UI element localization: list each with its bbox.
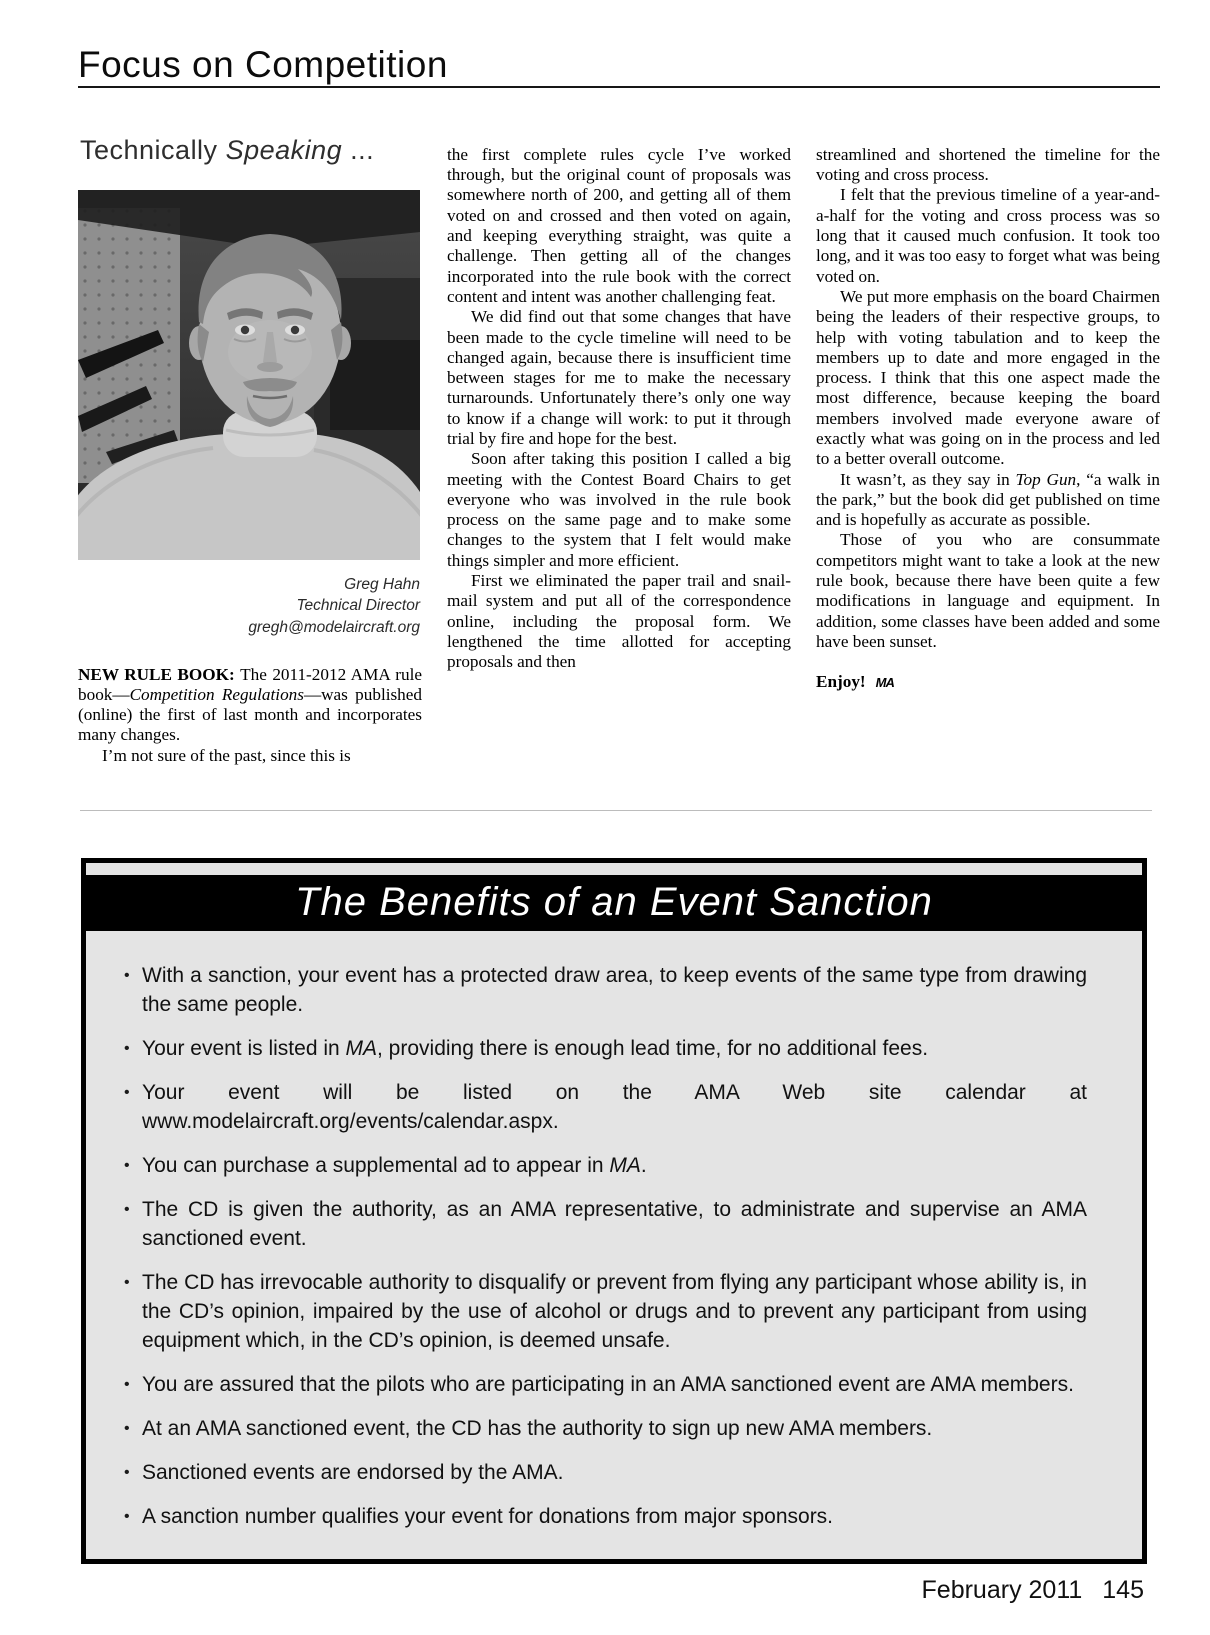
credit-name: Greg Hahn [344,575,420,593]
bullet-text: You are assured that the pilots who are participating in an AMA sanctioned event are AMA members. [142,1373,1074,1397]
bullet-italic: MA [609,1154,641,1178]
credit-email: gregh@modelaircraft.org [248,618,420,636]
paragraph: the first complete rules cycle I’ve worked through, but the original count of proposals was somewhere north of 200, and getting all of them voted on and crossed and then voted on again, and keeping everything straight, was quite a challenge. Then getting all of the changes incorporated into the rule book with the correct content and intent was another challenging feat. [447,144,791,306]
paragraph: I felt that the previous timeline of a year-and-a-half for the voting and cross process was so long that it caused much confusion. It took too long, and it was too easy to forget what was being voted on. [816,185,1160,286]
bullet-icon: • [124,1157,130,1175]
bullet-text: Your event is listed in [142,1037,346,1061]
list-item [124,1151,1087,1180]
list-item [124,1195,1087,1253]
bullet-text: With a sanction, your event has a protected draw area, to keep events of the same type from drawing the same people. [142,964,1087,1017]
bullet-icon: • [124,1084,130,1102]
page-footer [78,1576,1160,1605]
article [78,136,1160,766]
list-item [124,1370,1087,1399]
bullet-text: Sanctioned events are endorsed by the AMA. [142,1461,564,1485]
footer-issue-date: February 2011 [921,1576,1083,1605]
article-column-right [816,136,1160,766]
credit-role: Technical Director [296,597,420,615]
list-item [124,1078,1087,1136]
paragraph: We did find out that some changes that have been made to the cycle timeline will need to be changed again, because there is insufficient time between stages for me to make the necessary turnarounds. Unfortunately there’s only one way to know if a change will work: to put it through trial by fire and hope for the best. [447,307,791,448]
portrait-photo [78,190,420,560]
list-item [124,1502,1087,1531]
section-divider [80,810,1152,811]
bullet-icon: • [124,1508,130,1526]
paragraph: Soon after taking this position I called a big meeting with the Contest Board Chairs to get everyone who was involved in the rule book process on the same page and to make some changes to the system that I felt would make things simpler and more efficient. [447,449,791,570]
paragraph-run: , “a walk in the park,” but the book did get published on time and is hopefully as accurate as possible. [816,469,1160,530]
bullet-icon: • [124,1420,130,1438]
bullet-icon: • [124,967,130,985]
benefits-box [81,858,1147,1564]
paragraph-run: It wasn’t, as they say in [840,469,1016,489]
bullet-icon: • [124,1201,130,1219]
bullet-icon: • [124,1376,130,1394]
page-title: Focus on Competition [78,44,448,85]
bullet-icon: • [124,1464,130,1482]
paragraph: Those of you who are consummate competitors might want to take a look at the new rule book, because there have been quite a few modifications in language and equipment. In addition, some classes have been added and some have been sunset. [816,530,1160,651]
article-column-middle [447,136,791,766]
paragraph-run: —was published (online) the first of last month and incorporates many changes. [78,684,422,745]
section-header [78,46,1160,88]
paragraph: First we eliminated the paper trail and snail-mail system and put all of the correspondence online, including the proposal form. We lengthened the time allotted for accepting proposals and then [447,571,791,672]
bullet-icon: • [124,1040,130,1058]
bullet-text: The CD is given the authority, as an AMA representative, to administrate and supervise an AMA sanctioned event. [142,1198,1087,1251]
paragraph: streamlined and shortened the timeline for the voting and cross process. [816,144,1160,185]
signoff-text: Enjoy! [816,672,866,692]
benefits-bullet-list [86,931,1142,1559]
paragraph: I’m not sure of the past, since this is [102,745,351,765]
bullet-text: . [640,1154,647,1178]
article-title-italic: Speaking [225,134,343,165]
list-item [124,1268,1087,1355]
bullet-text: The CD has irrevocable authority to disqualify or prevent from flying any participant whose ability is, in the CD’s opinion, impaired by the use of alcohol or drugs and to prevent any participant from using equipment which, in the CD’s opinion, is deemed unsafe. [142,1271,1087,1353]
paragraph [78,665,422,746]
photo-credit [78,574,420,639]
article-title-regular: Technically [80,134,218,165]
paragraph-italic-run: Competition Regulations [129,684,304,704]
bullet-icon: • [124,1274,130,1292]
bullet-text: A sanction number qualifies your event for donations from major sponsors. [142,1505,834,1529]
footer-page-number: 145 [1102,1576,1144,1605]
ma-logo: MA [875,675,894,691]
article-title [80,136,422,166]
signoff [816,672,1160,693]
bullet-text: Your event will be listed on the AMA Web site calendar at www.modelaircraft.org/events/calendar.aspx. [142,1081,1087,1134]
list-item [124,1458,1087,1487]
benefits-box-title: The Benefits of an Event Sanction [86,875,1142,931]
paragraph-run: The 2011-2012 AMA rule book— [78,664,422,704]
paragraph: We put more emphasis on the board Chairmen being the leaders of their respective groups, to help with voting tabulation and to keep the members up to date and more engaged in the process. I think that this one aspect made the most difference, because keeping the board members involved made everyone aware of exactly what was going on in the process and led to a better overall outcome. [816,286,1160,469]
bullet-italic: MA [345,1037,378,1061]
list-item [124,1034,1087,1063]
paragraph-lead: NEW RULE BOOK: [78,664,241,684]
article-title-suffix: ... [342,134,375,165]
bullet-text: At an AMA sanctioned event, the CD has the authority to sign up new AMA members. [142,1417,933,1441]
paragraph-italic-run: Top Gun [1015,469,1077,489]
bullet-text: You can purchase a supplemental ad to appear in [142,1154,610,1178]
list-item [124,1414,1087,1443]
article-column-left [78,136,422,766]
list-item [124,961,1087,1019]
paragraph [816,470,1160,531]
bullet-text: , providing there is enough lead time, for no additional fees. [377,1037,929,1061]
